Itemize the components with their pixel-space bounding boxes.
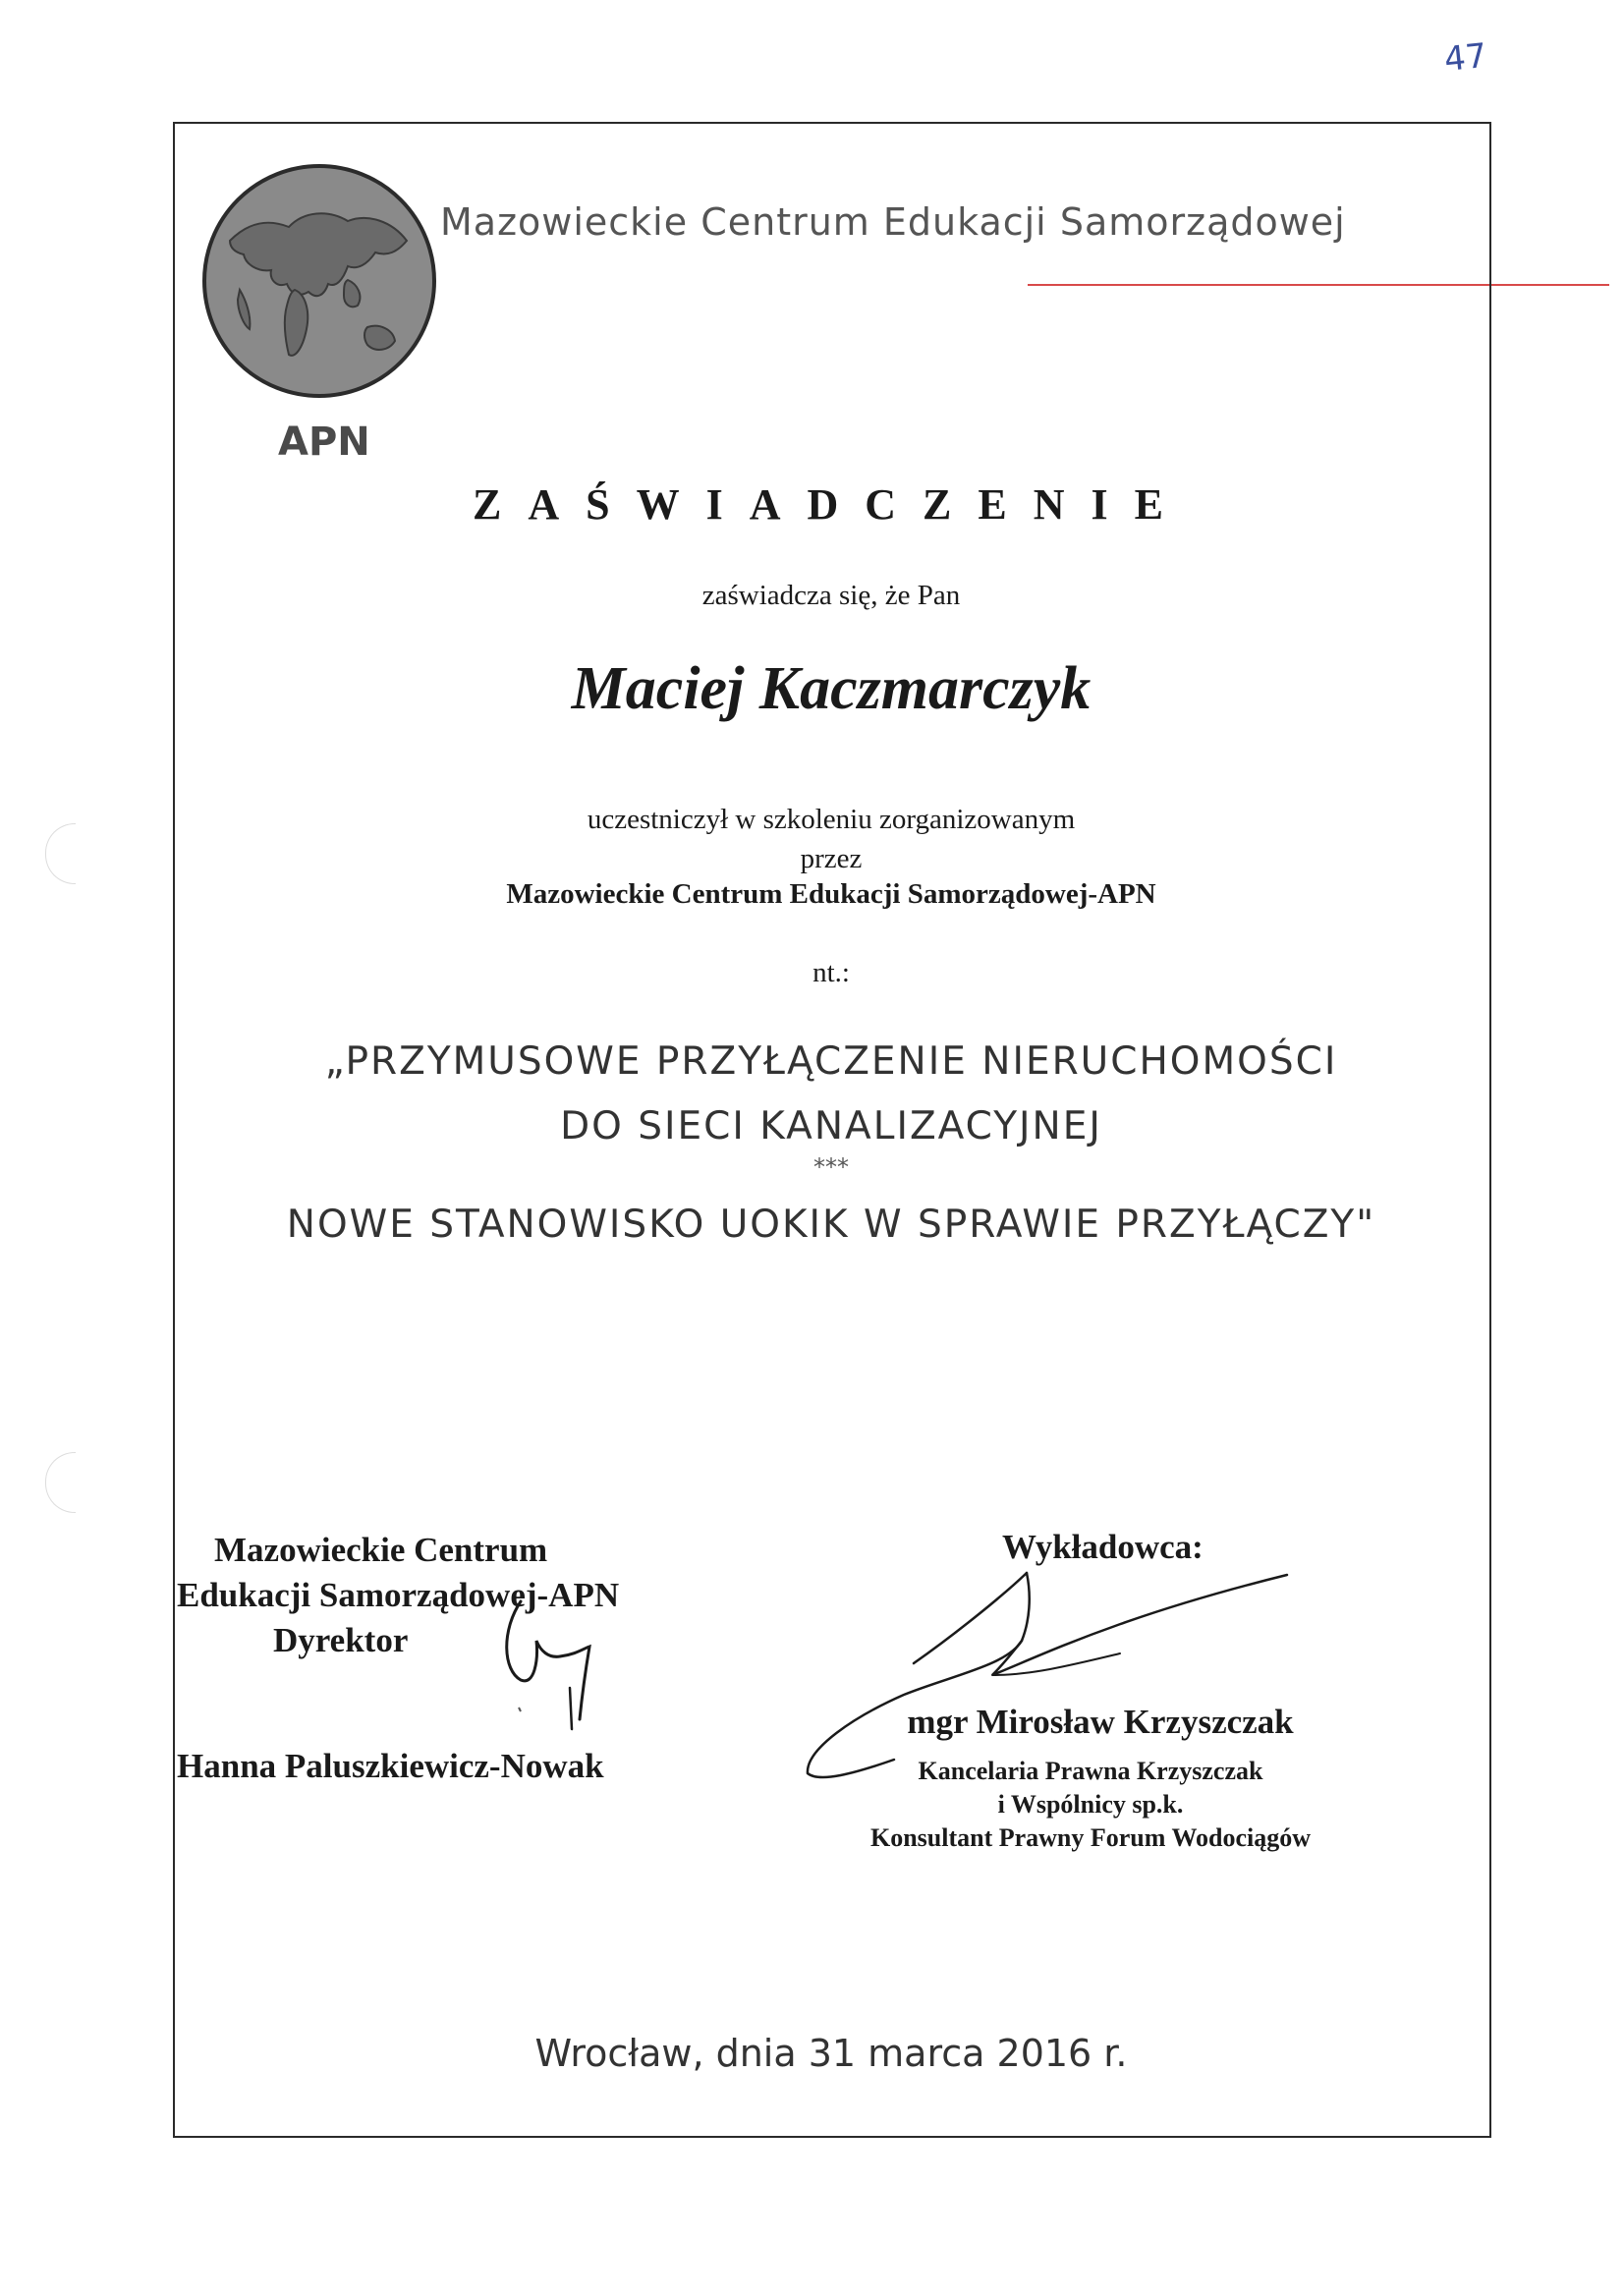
topic-separator: *** [813,1153,849,1181]
issue-date: Wrocław, dnia 31 marca 2016 r. [534,2032,1128,2075]
punch-hole-mark [45,1452,76,1513]
participation-text: przez [800,843,863,874]
organizer-name: Mazowieckie Centrum Edukacji Samorządowej-APN [506,878,1156,910]
director-name: Hanna Paluszkiewicz-Nowak [177,1747,604,1785]
topic-label: nt.: [812,957,850,988]
lecturer-affiliation [835,1755,1346,1855]
topic-line: „PRZYMUSOWE PRZYŁĄCZENIE NIERUCHOMOŚCI [324,1039,1338,1084]
certificate-title: ZAŚWIADCZENIE [473,480,1190,529]
participation-text: uczestniczył w szkoleniu zorganizowanym [587,804,1076,835]
page-number: 47 [1442,35,1489,81]
header-organization-name: Mazowieckie Centrum Edukacji Samorządowej [440,200,1346,244]
lecturer-firm-line: Kancelaria Prawna Krzyszczak [918,1757,1263,1785]
globe-logo-icon [200,162,438,400]
lecturer-label: Wykładowca: [1002,1528,1204,1566]
lecturer-firm-line: Konsultant Prawny Forum Wodociągów [869,1823,1312,1852]
director-org-line: Mazowieckie Centrum [214,1531,548,1569]
intro-text: zaświadcza się, że Pan [701,580,961,611]
lecturer-firm-line: i Wspólnicy sp.k. [997,1790,1184,1819]
logo-text: APN [278,420,370,465]
director-handwritten-signature [491,1592,629,1739]
lecturer-name: mgr Mirosław Krzyszczak [907,1703,1294,1741]
punch-hole-mark [45,823,76,884]
director-title: Dyrektor [273,1621,409,1659]
topic-line: DO SIECI KANALIZACYJNEJ [560,1104,1102,1148]
topic-line: NOWE STANOWISKO UOKIK W SPRAWIE PRZYŁĄCZY" [286,1203,1376,1247]
director-org-line: Edukacji Samorządowej-APN [177,1576,620,1614]
recipient-name: Maciej Kaczmarczyk [571,655,1092,722]
lecturer-handwritten-signature [796,1567,1346,1783]
